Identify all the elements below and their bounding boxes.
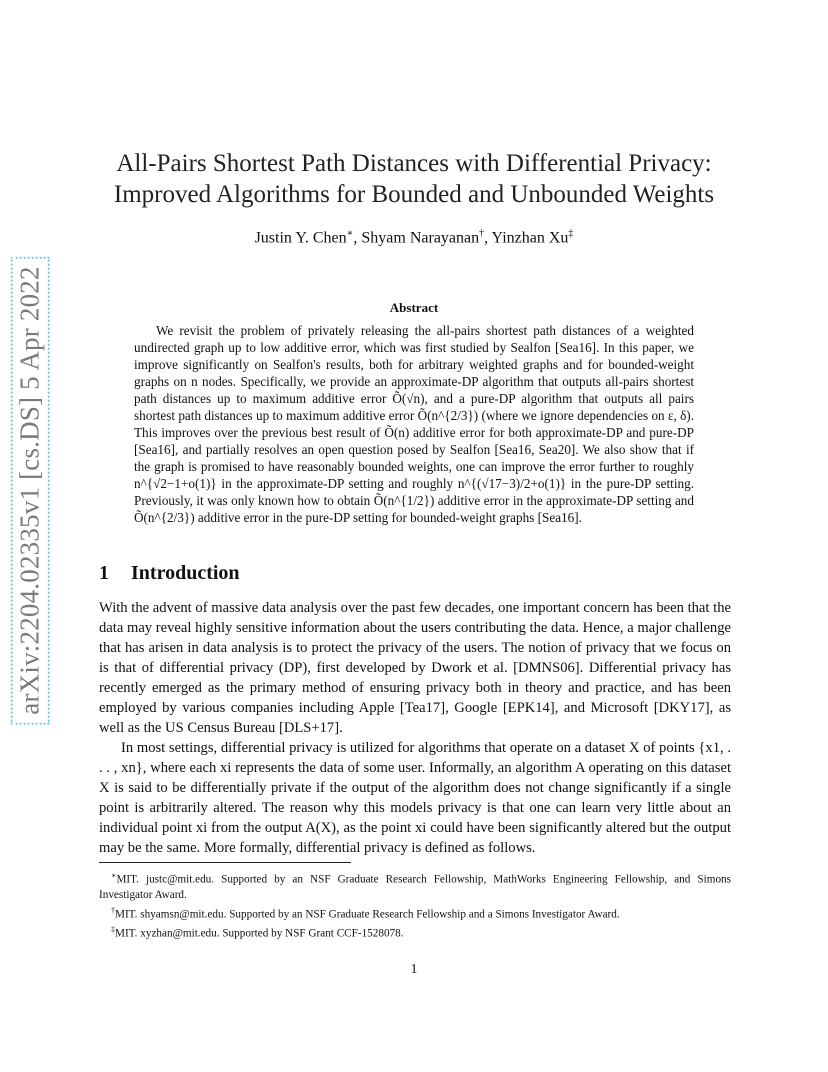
author-footnote-mark[interactable]: ‡ <box>568 228 574 239</box>
body-paragraph: In most settings, differential privacy is utilized for algorithms that operate on a dataset X of points {x1, . . . , xn}, where each xi represents the data of some user. Informally, an algorithm A operating on this dataset X is said to be differentially private if the output of the algorithm does not change significantly if a single point is arbitrarily altered. The reason why this models privacy is that one can learn very little about an individual point xi from the output A(X), as the point xi could have been significantly altered but the output may be the same. More formally, differential privacy is defined as follows. <box>99 740 731 856</box>
footnote-mark: ∗ <box>111 871 117 880</box>
title-line-2: Improved Algorithms for Bounded and Unbounded Weights <box>113 181 715 208</box>
section-title: Introduction <box>131 562 240 584</box>
arxiv-sidebar <box>8 262 52 718</box>
footnote-divider <box>99 862 351 863</box>
author-name: Justin Y. Chen <box>254 229 347 247</box>
arxiv-identifier[interactable]: arXiv:2204.02335v1 [cs.DS] 5 Apr 2022 <box>11 256 50 724</box>
author-footnote-mark[interactable]: † <box>479 228 485 239</box>
section-number: 1 <box>99 562 109 584</box>
footnote: †MIT. shyamsn@mit.edu. Supported by an NSF Graduate Research Fellowship and a Simons Investigator Award. <box>111 905 620 921</box>
author-footnote-mark[interactable]: ∗ <box>346 228 354 239</box>
footnote: ∗MIT. justc@mit.edu. Supported by an NSF Graduate Research Fellowship, MathWorks Engineering Fellowship, and Simons Investigator Award. <box>99 871 731 901</box>
footnote: ‡MIT. xyzhan@mit.edu. Supported by NSF Grant CCF-1528078. <box>111 925 404 941</box>
title-line-1: All-Pairs Shortest Path Distances with Differential Privacy: <box>116 150 712 177</box>
author-list: Justin Y. Chen∗, Shyam Narayanan†, Yinzhan Xu‡ <box>254 228 574 247</box>
page-number: 1 <box>410 962 418 977</box>
section-heading <box>99 562 699 585</box>
footnote-mark: † <box>111 905 115 915</box>
paper-title <box>100 148 728 210</box>
abstract-paragraph: We revisit the problem of privately releasing the all-pairs shortest path distances of a weighted undirected graph up to low additive error, which was first studied by Sealfon [Sea16]. In this paper, we improve significantly on Sealfon's results, both for arbitrary weighted graphs and for bounded-weight graphs on n nodes. Specifically, we provide an approximate-DP algorithm that outputs all-pairs shortest path distances up to maximum additive error Õ(√n), and a pure-DP algorithm that outputs all pairs shortest path distances up to maximum additive error Õ(n^{2/3}) (where we ignore dependencies on ε, δ). This improves over the previous best result of Õ(n) additive error for both approximate-DP and pure-DP [Sea16], and partially resolves an open question posed by Sealfon [Sea16, Sea20]. We also show that if the graph is promised to have reasonably bounded weights, one can improve the error further to roughly n^{√2−1+o(1)} in the approximate-DP setting and roughly n^{(√17−3)/2+o(1)} in the pure-DP setting. Previously, it was only known how to obtain Õ(n^{1/2}) additive error in the approximate-DP setting and Õ(n^{2/3}) additive error in the pure-DP setting for bounded-weight graphs [Sea16]. <box>134 323 694 525</box>
footnote-mark: ‡ <box>111 925 115 935</box>
introduction-body <box>99 598 731 858</box>
footnotes <box>99 868 731 942</box>
author-name: Yinzhan Xu <box>491 229 569 247</box>
abstract-heading: Abstract <box>389 300 439 315</box>
author-name: Shyam Narayanan <box>361 229 480 247</box>
body-paragraph: With the advent of massive data analysis over the past few decades, one important concern has been that the data may reveal highly sensitive information about the users contributing the data. Hence, a major challenge that has arisen in data analysis is to protect the privacy of the users. The notion of privacy that we focus on is that of differential privacy (DP), first developed by Dwork et al. [DMNS06]. Differential privacy has recently emerged as the primary method of ensuring privacy both in theory and practice, and has been employed by various companies including Apple [Tea17], Google [EPK14], and Microsoft [DKY17], as well as the US Census Bureau [DLS+17]. <box>99 600 731 736</box>
abstract-body <box>134 322 694 526</box>
